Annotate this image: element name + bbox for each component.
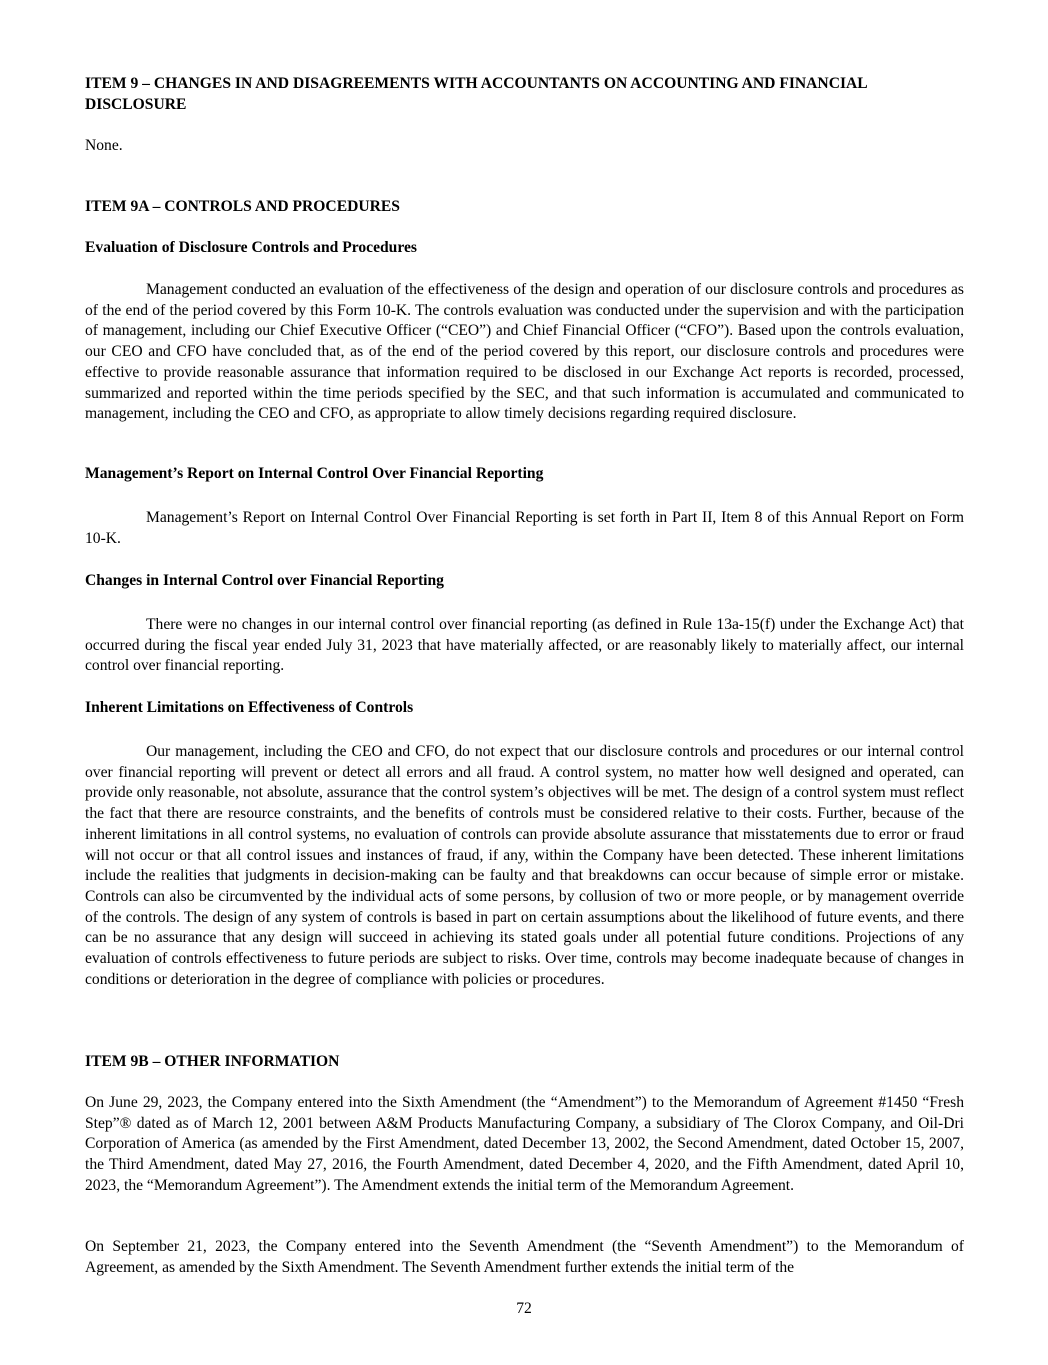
section-heading-evaluation: Evaluation of Disclosure Controls and Procedures bbox=[85, 239, 417, 256]
section-body-changes: There were no changes in our internal control over financial reporting (as defined in Rule 13a-15(f) under the Exchange Act) that occurred during the fiscal year ended July 31, 2023 that have materially affected, or are reasonably likely to materially affect, our internal control over financial reporting. bbox=[85, 616, 964, 675]
section-body-limitations: Our management, including the CEO and CFO, do not expect that our disclosure controls and procedures or our internal control over financial reporting will prevent or detect all errors and all fraud. A control system, no matter how well designed and operated, can provide only reasonable, not absolute, assurance that the control system’s objectives will be met. The design of a control system must reflect the fact that there are resource constraints, and the benefits of controls must be considered relative to their costs. Further, because of the inherent limitations in all control systems, no evaluation of controls can provide absolute assurance that misstatements due to error or fraud will not occur or that all control issues and instances of fraud, if any, within the Company have been detected. These inherent limitations include the realities that judgments in decision-making can be faulty and that breakdowns can occur because of simple error or mistake. Controls can also be circumvented by the individual acts of some persons, by collusion of two or more people, or by management override of the controls. The design of any system of controls is based in part on certain assumptions about the likelihood of future events, and there can be no assurance that any design will succeed in achieving its stated goals under all potential future conditions. Projections of any evaluation of controls effectiveness to future periods are subject to risks. Over time, controls may become inadequate because of changes in conditions or deterioration in the degree of compliance with policies or procedures. bbox=[85, 743, 964, 988]
section-body-management-report: Management’s Report on Internal Control Over Financial Reporting is set forth in Part II, Item 8 of this Annual Report on Form 10-K. bbox=[85, 509, 964, 547]
item-9a-heading: ITEM 9A – CONTROLS AND PROCEDURES bbox=[85, 198, 400, 215]
item-9b-heading: ITEM 9B – OTHER INFORMATION bbox=[85, 1053, 340, 1070]
section-body-evaluation: Management conducted an evaluation of the effectiveness of the design and operation of our disclosure controls and procedures as of the end of the period covered by this Form 10-K. The controls evaluation was conducted under the supervision and with the participation of management, including our Chief Executive Officer (“CEO”) and Chief Financial Officer (“CFO”). Based upon the controls evaluation, our CEO and CFO have concluded that, as of the end of the period covered by this report, our disclosure controls and procedures were effective to provide reasonable assurance that information required to be disclosed in our Exchange Act reports is recorded, processed, summarized and reported within the time periods specified by the SEC, and that such information is accumulated and communicated to management, including the CEO and CFO, as appropriate to allow timely decisions regarding required disclosure. bbox=[85, 281, 964, 423]
section-heading-management-report: Management’s Report on Internal Control Over Financial Reporting bbox=[85, 465, 544, 482]
item-9-body: None. bbox=[85, 137, 123, 154]
page-number: 72 bbox=[516, 1300, 532, 1317]
item-9b-paragraph: On September 21, 2023, the Company entered into the Seventh Amendment (the “Seventh Amendment”) to the Memorandum of Agreement, as amended by the Sixth Amendment. The Seventh Amendment further extends the initial term of the bbox=[85, 1238, 964, 1276]
section-heading-changes: Changes in Internal Control over Financial Reporting bbox=[85, 572, 444, 589]
item-9b-paragraph: On June 29, 2023, the Company entered into the Sixth Amendment (the “Amendment”) to the Memorandum of Agreement #1450 “Fresh Step”® dated as of March 12, 2001 between A&M Products Manufacturing Company, a subsidiary of The Clorox Company, and Oil-Dri Corporation of America (as amended by the First Amendment, dated December 13, 2002, the Second Amendment, dated October 15, 2007, the Third Amendment, dated May 27, 2016, the Fourth Amendment, dated December 4, 2020, and the Fifth Amendment, dated April 10, 2023, the “Memorandum Agreement”). The Amendment extends the initial term of the Memorandum Agreement. bbox=[85, 1094, 964, 1194]
section-heading-limitations: Inherent Limitations on Effectiveness of Controls bbox=[85, 699, 414, 716]
item-9-heading: ITEM 9 – CHANGES IN AND DISAGREEMENTS WITH ACCOUNTANTS ON ACCOUNTING AND FINANCIAL DISCLOSURE bbox=[85, 75, 867, 113]
